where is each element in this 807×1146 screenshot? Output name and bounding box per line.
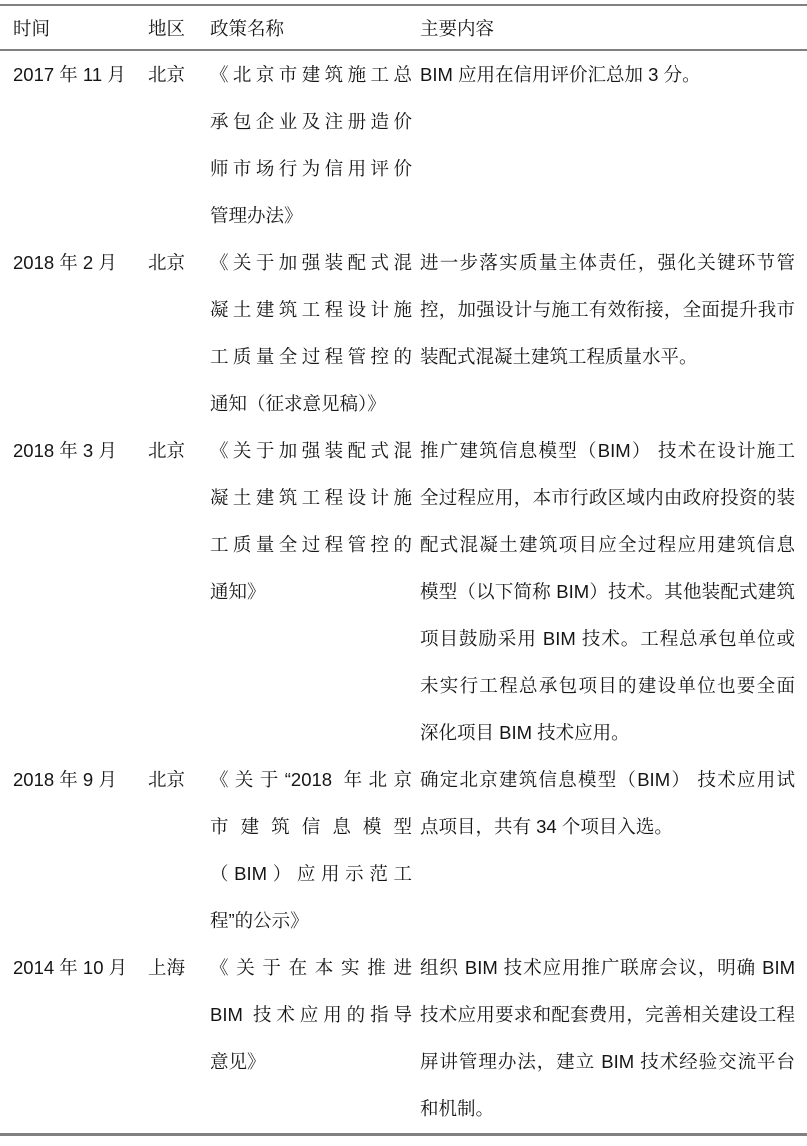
text-line: 确定北京建筑信息模型（BIM） 技术应用试 <box>420 769 795 790</box>
text-line: BIM 应用在信用评价汇总加 3 分。 <box>420 64 701 85</box>
table-row <box>13 239 795 427</box>
text-line: 北京 <box>148 769 186 790</box>
text-line: 上海 <box>148 957 186 978</box>
text-line: 《关于加强装配式混 <box>210 252 412 273</box>
text-line: 配式混凝土建筑项目应全过程应用建筑信息 <box>420 534 795 555</box>
text-line: 装配式混凝土建筑工程质量水平。 <box>420 346 698 367</box>
cell-content <box>420 51 795 239</box>
policy-table <box>13 6 795 1132</box>
cell-content <box>420 239 795 427</box>
cell-policy <box>210 51 420 239</box>
cell-content <box>420 944 795 1132</box>
cell-policy <box>210 427 420 756</box>
text-line: 工质量全过程管控的 <box>210 346 412 367</box>
cell-content <box>420 756 795 944</box>
text-line: 北京 <box>148 252 186 273</box>
text-line: 进一步落实质量主体责任，强化关键环节管 <box>420 252 795 273</box>
text-line: 2018 年 9 月 <box>13 769 117 790</box>
table-row <box>13 427 795 756</box>
cell-region <box>148 239 210 427</box>
cell-region <box>148 427 210 756</box>
text-line: 深化项目 BIM 技术应用。 <box>420 722 630 743</box>
text-line: 通知》 <box>210 581 266 602</box>
text-line: 2018 年 3 月 <box>13 440 117 461</box>
table-row <box>13 756 795 944</box>
cell-region <box>148 756 210 944</box>
table-header-row <box>13 6 795 51</box>
text-line: 《关于加强装配式混 <box>210 440 412 461</box>
text-line: 意见》 <box>210 1051 266 1072</box>
text-line: BIM 技术应用的指导 <box>210 1004 412 1025</box>
cell-region <box>148 51 210 239</box>
cell-time <box>13 756 148 944</box>
text-line: 工质量全过程管控的 <box>210 534 412 555</box>
text-line: 全过程应用，本市行政区域内由政府投资的装 <box>420 487 795 508</box>
text-line: 通知（征求意见稿）》 <box>210 393 386 414</box>
cell-time <box>13 944 148 1132</box>
text-line: 未实行工程总承包项目的建设单位也要全面 <box>420 675 795 696</box>
text-line: 点项目，共有 34 个项目入选。 <box>420 816 673 837</box>
cell-content <box>420 427 795 756</box>
text-line: 技术应用要求和配套费用，完善相关建设工程 <box>420 1004 795 1025</box>
table-row <box>13 944 795 1132</box>
cell-time <box>13 239 148 427</box>
text-line: 承包企业及注册造价 <box>210 111 412 132</box>
text-line: 屏讲管理办法，建立 BIM 技术经验交流平台 <box>420 1051 795 1072</box>
text-line: 《关于“2018 年北京 <box>210 769 412 790</box>
text-line: 推广建筑信息模型（BIM） 技术在设计施工 <box>420 440 795 461</box>
text-line: 凝土建筑工程设计施 <box>210 299 412 320</box>
text-line: 2017 年 11 月 <box>13 64 126 85</box>
text-line: 管理办法》 <box>210 205 303 226</box>
text-line: （BIM）应用示范工 <box>210 863 412 884</box>
header-time: 时间 <box>13 18 51 39</box>
text-line: 模型（以下简称 BIM）技术。其他装配式建筑 <box>420 581 795 602</box>
text-line: 师市场行为信用评价 <box>210 158 412 179</box>
text-line: 组织 BIM 技术应用推广联席会议，明确 BIM <box>420 957 795 978</box>
text-line: 北京 <box>148 440 186 461</box>
cell-policy <box>210 239 420 427</box>
text-line: 《北京市建筑施工总 <box>210 64 412 85</box>
text-line: 2014 年 10 月 <box>13 957 128 978</box>
header-content: 主要内容 <box>420 18 495 39</box>
cell-time <box>13 51 148 239</box>
cell-time <box>13 427 148 756</box>
cell-region <box>148 944 210 1132</box>
text-line: 北京 <box>148 64 186 85</box>
text-line: 凝土建筑工程设计施 <box>210 487 412 508</box>
text-line: 和机制。 <box>420 1098 495 1119</box>
table-bottom-rule <box>0 1133 807 1136</box>
text-line: 《关于在本实推进 <box>210 957 412 978</box>
cell-policy <box>210 756 420 944</box>
text-line: 项目鼓励采用 BIM 技术。工程总承包单位或 <box>420 628 795 649</box>
table-body <box>13 51 795 1132</box>
text-line: 市建筑信息模型 <box>210 816 412 837</box>
text-line: 2018 年 2 月 <box>13 252 117 273</box>
text-line: 程”的公示》 <box>210 910 309 931</box>
cell-policy <box>210 944 420 1132</box>
header-policy: 政策名称 <box>210 18 285 39</box>
header-region: 地区 <box>148 18 186 39</box>
table-row <box>13 51 795 239</box>
text-line: 控，加强设计与施工有效衔接，全面提升我市 <box>420 299 795 320</box>
